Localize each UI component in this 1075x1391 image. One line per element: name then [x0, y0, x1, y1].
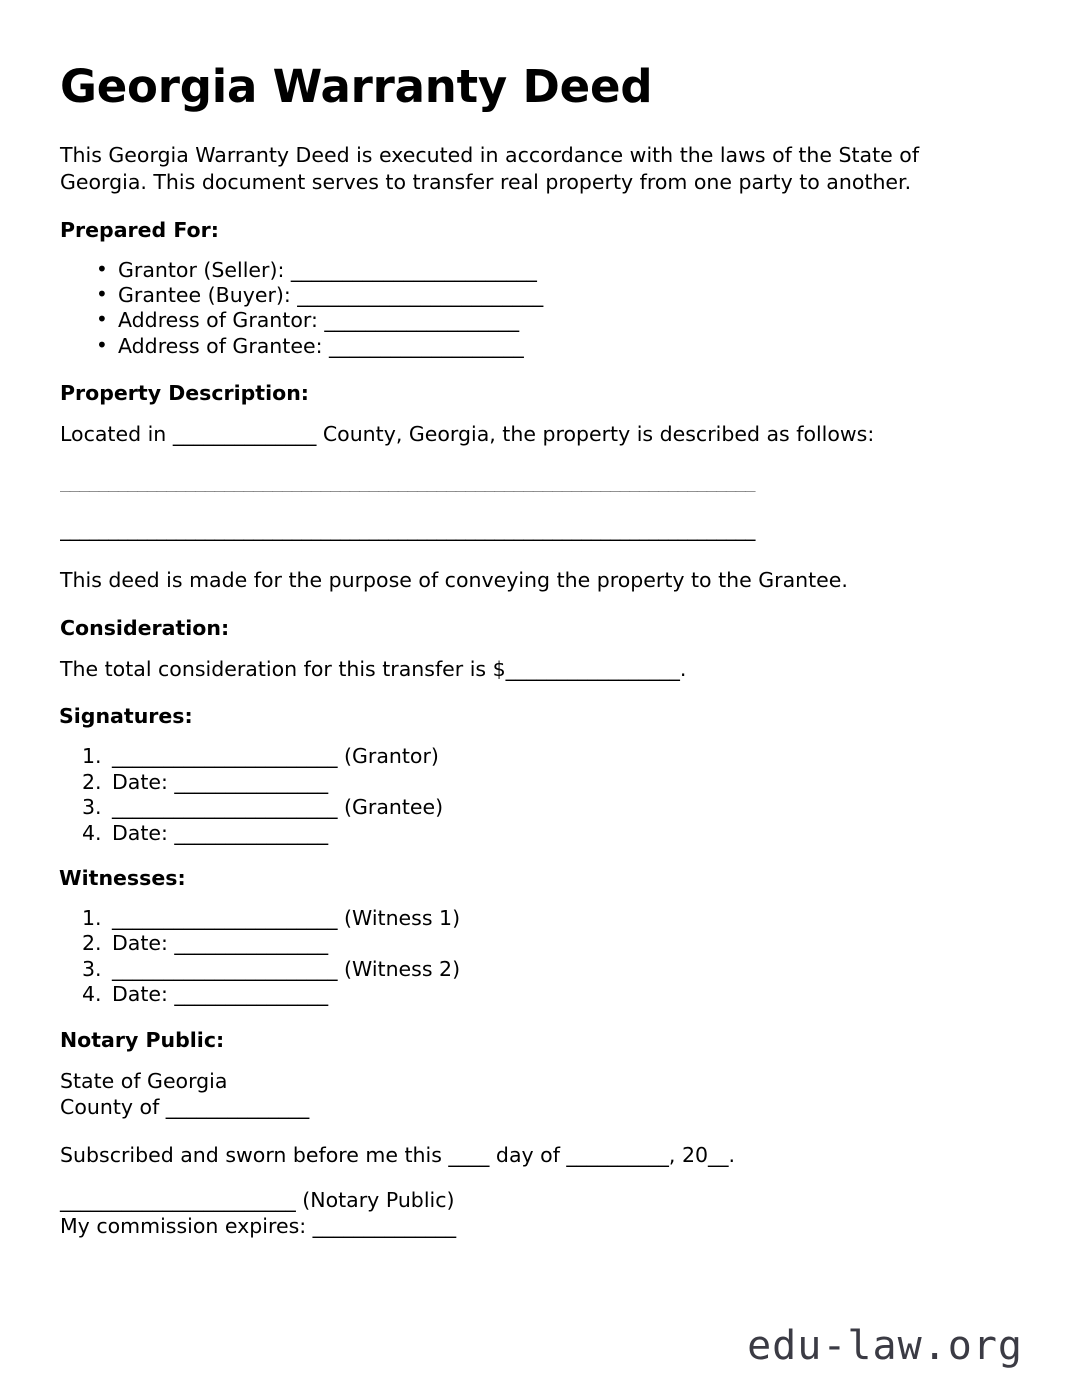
witnesses-heading: Witnesses: — [59, 865, 186, 890]
list-item-grantor-date: Date: _______________ — [112, 769, 329, 794]
prepared-for-list — [60, 258, 1015, 360]
list-item-grantor-signature: ______________________ (Grantor) — [112, 744, 439, 769]
witnesses-list — [60, 906, 1015, 1008]
notary-jurisdiction-block — [60, 1068, 1015, 1120]
notary-signature-line: _______________________ (Notary Public) — [60, 1187, 455, 1212]
notary-public-heading: Notary Public: — [60, 1027, 225, 1052]
list-item-grantee: • Grantee (Buyer): ________________________ — [96, 283, 1015, 308]
conveying-purpose-line: This deed is made for the purpose of conveying the property to the Grantee. — [60, 568, 848, 593]
list-item-witness2-signature: ______________________ (Witness 2) — [112, 956, 461, 981]
list-item-grantee-date: Date: _______________ — [112, 820, 329, 845]
list-item-grantee-address: • Address of Grantee: ___________________ — [96, 334, 1015, 359]
notary-county-line: County of ______________ — [60, 1094, 310, 1119]
consideration-heading: Consideration: — [60, 615, 230, 640]
prepared-for-heading: Prepared For: — [60, 217, 219, 242]
list-item-witness1-signature: ______________________ (Witness 1) — [112, 905, 461, 930]
page-title: Georgia Warranty Deed — [60, 60, 653, 113]
list-item-grantor: • Grantor (Seller): ________________________ — [96, 258, 1015, 283]
consideration-amount-line: The total consideration for this transfer is $_________________. — [60, 656, 687, 681]
site-watermark: edu-law.org — [747, 1323, 1023, 1369]
list-item-grantee-signature: ______________________ (Grantee) — [112, 795, 444, 820]
notary-signature-block — [60, 1187, 1015, 1239]
notary-state-line: State of Georgia — [60, 1068, 228, 1093]
list-item-grantor-address: • Address of Grantor: ___________________ — [96, 308, 1015, 333]
property-blank-line-2: ________________________________________________________________________ — [60, 518, 755, 542]
signatures-list — [60, 744, 1015, 846]
notary-sworn-line: Subscribed and sworn before me this ____ day of __________, 20__. — [60, 1143, 736, 1168]
notary-commission-line: My commission expires: ______________ — [60, 1213, 457, 1238]
located-in-line: Located in ______________ County, Georgia, the property is described as follows: — [60, 422, 875, 447]
signatures-heading: Signatures: — [59, 704, 193, 729]
property-blank-line-1: ________________________________________________________________________ — [60, 469, 755, 493]
property-description-heading: Property Description: — [60, 381, 309, 406]
list-item-witness1-date: Date: _______________ — [112, 931, 329, 956]
intro-paragraph: This Georgia Warranty Deed is executed in accordance with the laws of the State of Georgia. This document serves to transfer real property from one party to another. — [60, 143, 920, 195]
list-item-witness2-date: Date: _______________ — [112, 982, 329, 1007]
